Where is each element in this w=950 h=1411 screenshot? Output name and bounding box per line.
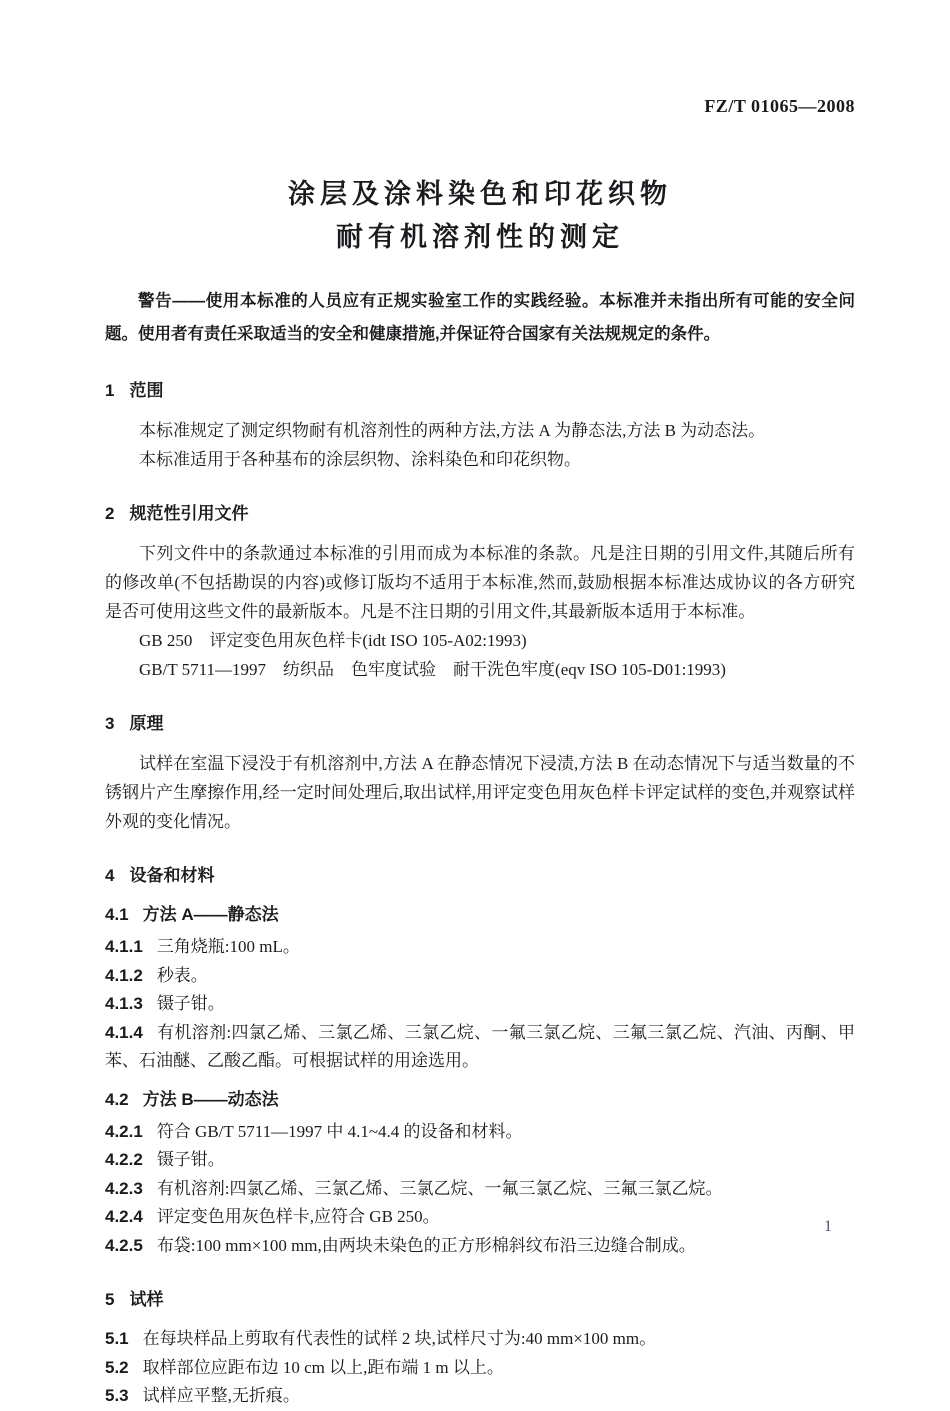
clause-4-1-4: [105, 1019, 855, 1076]
clause-text: 有机溶剂:四氯乙烯、三氯乙烯、三氯乙烷、一氟三氯乙烷、三氟三氯乙烷、汽油、丙酮、甲苯、石油醚、乙酸乙酯。可根据试样的用途选用。: [105, 1022, 855, 1070]
subsection-4-1-title: 方法 A——静态法: [142, 905, 279, 924]
section-2-paragraph-1: 下列文件中的条款通过本标准的引用而成为本标准的条款。凡是注日期的引用文件,其随后所有的修改单(不包括勘误的内容)或修订版均不适用于本标准,然而,鼓励根据本标准达成协议的各方研究是否可使用这些文件的最新版本。凡是不注日期的引用文件,其最新版本适用于本标准。: [105, 544, 855, 621]
section-2-heading: [105, 502, 855, 526]
clause-number: 4.1.2: [105, 965, 143, 985]
section-3-title: 原理: [129, 714, 164, 733]
section-1-paragraph-1: 本标准规定了测定织物耐有机溶剂性的两种方法,方法 A 为静态法,方法 B 为动态法。: [139, 421, 766, 440]
clause-4-1-1: [105, 933, 855, 962]
subsection-4-2-title: 方法 B——动态法: [142, 1089, 279, 1109]
subsection-4-1-heading: [105, 901, 855, 929]
section-3-heading: [105, 712, 855, 736]
clause-number: 4.1.4: [105, 1022, 143, 1042]
clause-number: 5.2: [105, 1357, 129, 1377]
section-principle: [105, 712, 855, 836]
clause-4-2-1: [105, 1118, 855, 1147]
clause-4-2-5: [105, 1232, 855, 1261]
standard-code: FZ/T 01065—2008: [704, 96, 855, 116]
clause-text: 有机溶剂:四氯乙烯、三氯乙烯、三氯乙烷、一氟三氯乙烷、三氟三氯乙烷。: [156, 1178, 723, 1198]
section-3-number: 3: [105, 714, 115, 733]
subsection-4-2-number: 4.2: [105, 1089, 129, 1109]
reference-item: GB 250 评定变色用灰色样卡(idt ISO 105-A02:1993): [139, 631, 527, 650]
clause-text: 试样应平整,无折痕。: [142, 1386, 300, 1405]
section-1-number: 1: [105, 381, 115, 400]
clause-5-2: [105, 1354, 855, 1383]
section-1-heading: [105, 379, 855, 403]
section-4-number: 4: [105, 866, 115, 885]
section-3-paragraph-1: 试样在室温下浸没于有机溶剂中,方法 A 在静态情况下浸渍,方法 B 在动态情况下与适当数量的不锈钢片产生摩擦作用,经一定时间处理后,取出试样,用评定变色用灰色样卡评定试样的变色,并观察试样外观的变化情况。: [105, 754, 855, 831]
clause-number: 4.2.5: [105, 1235, 143, 1255]
section-2-number: 2: [105, 504, 115, 523]
clause-5-3: [105, 1382, 855, 1411]
clause-text: 符合 GB/T 5711—1997 中 4.1~4.4 的设备和材料。: [156, 1121, 523, 1141]
clause-4-1-3: [105, 990, 855, 1019]
clause-number: 4.2.3: [105, 1178, 143, 1198]
section-5-number: 5: [105, 1290, 115, 1309]
reference-item: GB/T 5711—1997 纺织品 色牢度试验 耐干洗色牢度(eqv ISO 105-D01:1993): [139, 660, 726, 679]
section-1-title: 范围: [129, 381, 164, 400]
section-normative-references: [105, 502, 855, 684]
clause-number: 4.1.3: [105, 994, 143, 1013]
document-title-line2: 耐有机溶剂性的测定: [336, 222, 624, 252]
clause-text: 布袋:100 mm×100 mm,由两块未染色的正方形棉斜纹布沿三边缝合制成。: [156, 1235, 696, 1255]
document-title-line1: 涂层及涂料染色和印花织物: [288, 179, 672, 209]
clause-4-2-3: [105, 1175, 855, 1204]
warning-paragraph: 警告——使用本标准的人员应有正规实验室工作的实践经验。本标准并未指出所有可能的安全问题。使用者有责任采取适当的安全和健康措施,并保证符合国家有关法规规定的条件。: [105, 292, 855, 343]
section-1-paragraph-2: 本标准适用于各种基布的涂层织物、涂料染色和印花织物。: [139, 450, 581, 469]
clause-text: 三角烧瓶:100 mL。: [156, 937, 300, 956]
section-scope: [105, 379, 855, 474]
clause-5-1: [105, 1325, 855, 1354]
clause-number: 5.1: [105, 1329, 129, 1348]
clause-4-2-2: [105, 1146, 855, 1175]
clause-number: 5.3: [105, 1386, 129, 1405]
clause-text: 镊子钳。: [156, 1150, 225, 1169]
clause-number: 4.2.2: [105, 1150, 143, 1169]
document-title: [105, 173, 855, 259]
section-5-title: 试样: [129, 1290, 164, 1309]
subsection-4-2-heading: [105, 1086, 855, 1114]
clause-text: 秒表。: [156, 965, 208, 985]
clause-number: 4.2.1: [105, 1121, 143, 1141]
clause-text: 在每块样品上剪取有代表性的试样 2 块,试样尺寸为:40 mm×100 mm。: [142, 1329, 657, 1348]
section-5-heading: [105, 1288, 855, 1312]
section-2-title: 规范性引用文件: [129, 504, 249, 523]
clause-text: 评定变色用灰色样卡,应符合 GB 250。: [156, 1207, 440, 1226]
clause-number: 4.2.4: [105, 1207, 143, 1226]
page-number: 1: [824, 1218, 832, 1235]
clause-4-1-2: [105, 962, 855, 991]
section-specimens: [105, 1288, 855, 1411]
clause-text: 镊子钳。: [156, 994, 225, 1013]
clause-text: 取样部位应距布边 10 cm 以上,距布端 1 m 以上。: [142, 1357, 504, 1377]
section-4-heading: [105, 864, 855, 888]
clause-number: 4.1.1: [105, 937, 143, 956]
clause-4-2-4: [105, 1203, 855, 1232]
section-4-title: 设备和材料: [129, 866, 215, 885]
subsection-4-1-number: 4.1: [105, 905, 129, 924]
section-equipment-materials: [105, 864, 855, 1260]
